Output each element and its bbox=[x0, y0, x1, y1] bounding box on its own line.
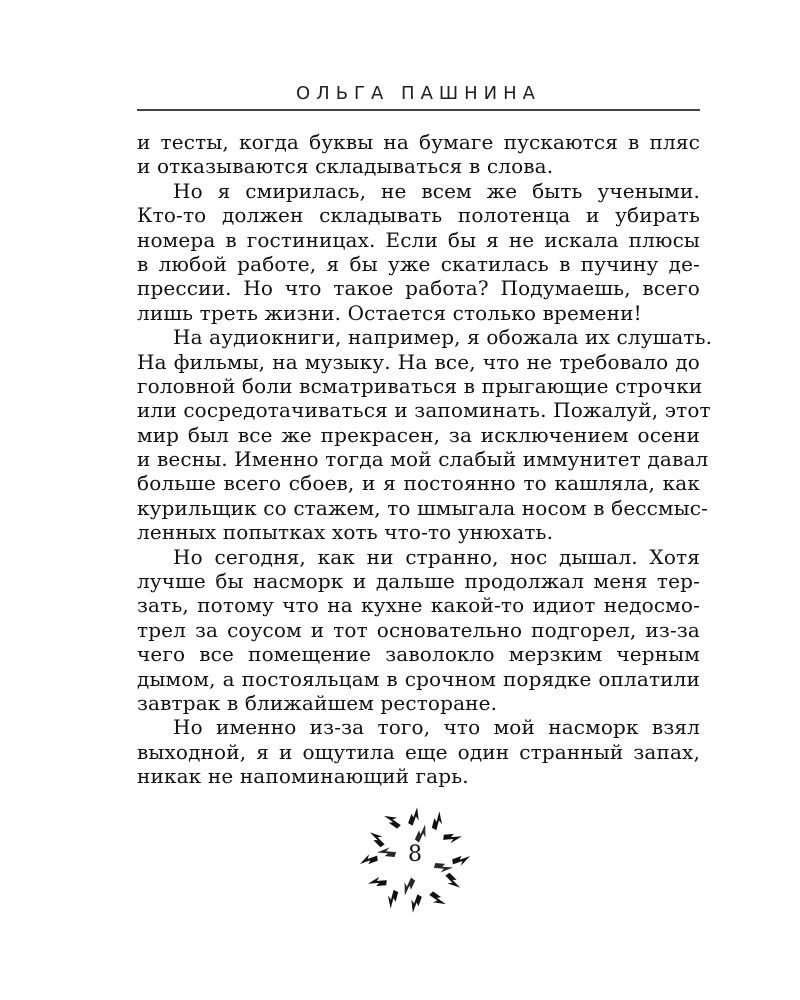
text-line: лишь треть жизни. Остается столько времени! bbox=[137, 300, 642, 325]
text-line: Но именно из-за того, что мой насморк взял bbox=[173, 715, 700, 740]
text-line: выходной, я и ощутила еще один странный запах, bbox=[137, 739, 700, 764]
text-line: На фильмы, на музыку. На все, что не требовало до bbox=[137, 349, 700, 374]
text-line: в любой работе, я бы уже скатилась в пучину де- bbox=[137, 251, 700, 276]
text-line: На аудиокниги, например, я обожала их слушать. bbox=[173, 325, 713, 350]
text-line: Кто-то должен складывать полотенца и убирать bbox=[137, 203, 700, 228]
text-line: головной боли всматриваться в прыгающие строчки bbox=[137, 373, 703, 398]
paragraph bbox=[137, 179, 700, 325]
text-line: зать, потому что на кухне какой-то идиот недосмо- bbox=[137, 593, 700, 618]
text-line: больше всего сбоев, и я постоянно то кашляла, как bbox=[137, 471, 700, 496]
text-line: никак не напоминающий гарь. bbox=[137, 764, 469, 789]
page-body bbox=[137, 130, 713, 789]
header-rule bbox=[137, 109, 700, 111]
text-line: трел за соусом и тот основательно подгорел, из-за bbox=[137, 617, 700, 642]
text-line: номера в гостиницах. Если бы я не искала плюсы bbox=[137, 227, 700, 252]
text-line: лучше бы насморк и дальше продолжал меня тер- bbox=[137, 569, 700, 594]
text-line: и отказываются складываться в слова. bbox=[137, 154, 554, 179]
text-line: прессии. Но что такое работа? Подумаешь, всего bbox=[137, 276, 700, 301]
paragraph bbox=[137, 545, 700, 716]
text-line: завтрак в ближайшем ресторане. bbox=[137, 690, 498, 715]
paragraph bbox=[137, 130, 700, 179]
text-line: Но сегодня, как ни странно, нос дышал. Хотя bbox=[173, 544, 700, 569]
paragraph bbox=[137, 325, 713, 545]
text-line: дымом, а постояльцам в срочном порядке оплатили bbox=[137, 666, 700, 691]
text-line: и весны. Именно тогда мой слабый иммунитет давал bbox=[137, 447, 709, 472]
text-line: мир был все же прекрасен, за исключением осени bbox=[137, 422, 700, 447]
text-line: и тесты, когда буквы на бумаге пускаются в пляс bbox=[137, 130, 700, 154]
page-number: 8 bbox=[408, 842, 422, 867]
paragraph bbox=[137, 715, 700, 788]
text-line: курильщик со стажем, то шмыгала носом в бессмыс- bbox=[137, 495, 709, 520]
text-line: или сосредотачиваться и запоминать. Пожалуй, этот bbox=[137, 398, 711, 423]
text-line: Но я смирилась, не всем же быть учеными. bbox=[173, 178, 700, 203]
running-head-author: ОЛЬГА ПАШНИНА bbox=[295, 83, 541, 104]
text-line: чего все помещение заволокло мерзким черным bbox=[137, 642, 700, 667]
text-line: ленных попытках хоть что-то унюхать. bbox=[137, 520, 554, 545]
